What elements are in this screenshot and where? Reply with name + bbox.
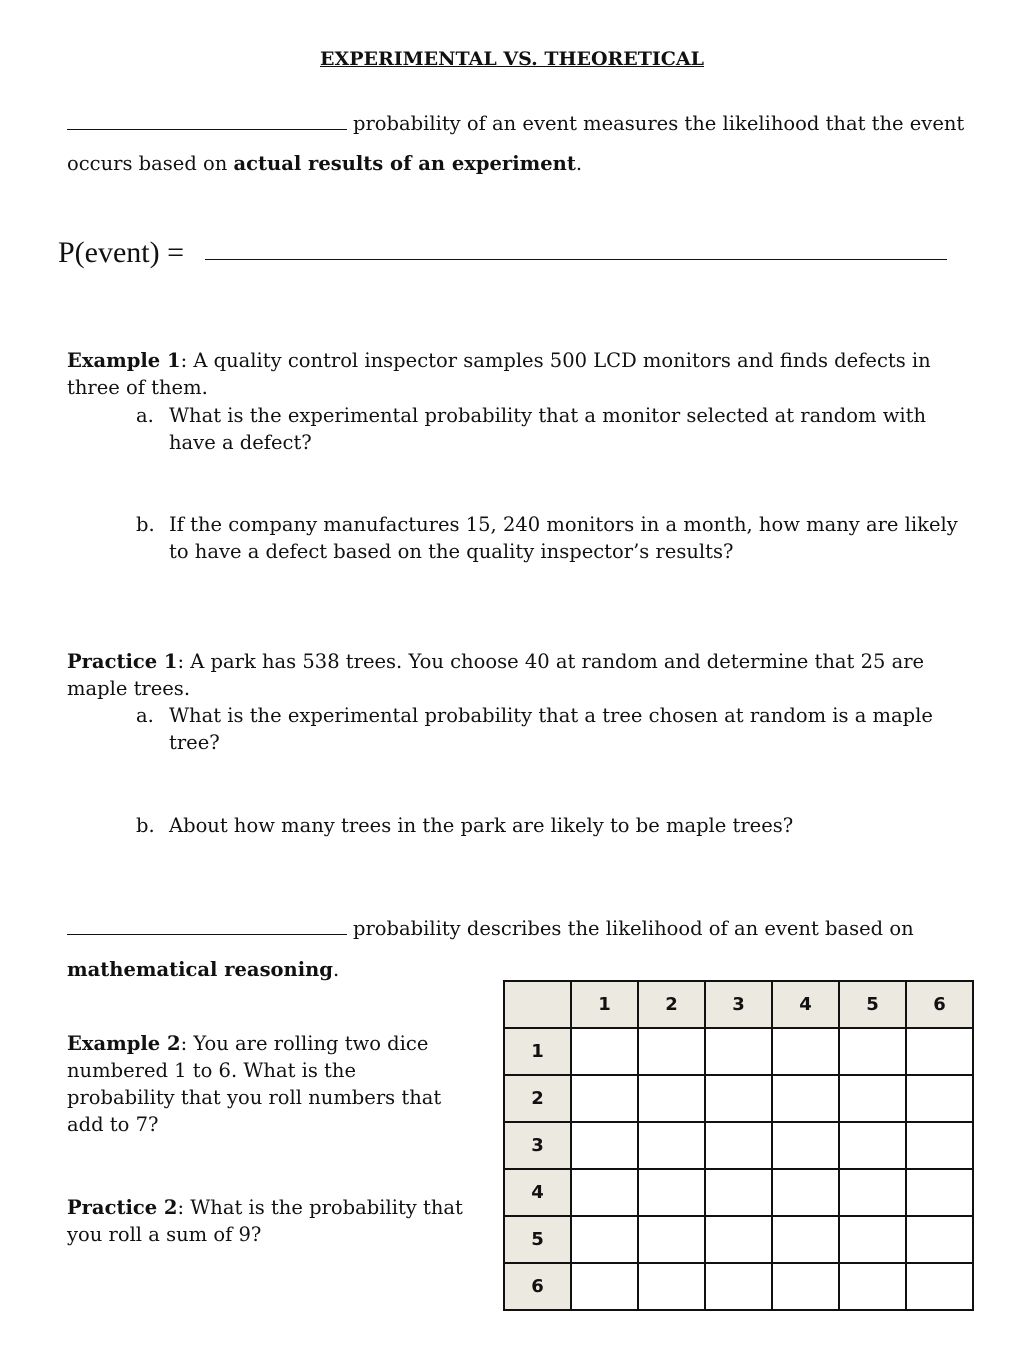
grid-cell[interactable]: [839, 1122, 906, 1169]
grid-col-header: 2: [638, 981, 705, 1028]
example-2-prompt: Example 2: You are rolling two dice numbered 1 to 6. What is the probability that you roll numbers that add to 7?: [67, 1032, 442, 1136]
fraction-line: [205, 259, 947, 260]
page-title: EXPERIMENTAL VS. THEORETICAL: [319, 48, 705, 70]
grid-row-header: 2: [504, 1075, 571, 1122]
grid-cell[interactable]: [638, 1122, 705, 1169]
grid-cell[interactable]: [705, 1216, 772, 1263]
grid-cell[interactable]: [638, 1169, 705, 1216]
grid-cell[interactable]: [839, 1169, 906, 1216]
grid-cell[interactable]: [705, 1263, 772, 1310]
grid-row: [504, 1028, 973, 1075]
fill-in-blank[interactable]: [67, 918, 347, 935]
grid-corner-cell: [504, 981, 571, 1028]
grid-cell[interactable]: [839, 1075, 906, 1122]
grid-col-header: 3: [705, 981, 772, 1028]
grid-cell[interactable]: [906, 1169, 973, 1216]
grid-cell[interactable]: [638, 1263, 705, 1310]
grid-cell[interactable]: [571, 1169, 638, 1216]
grid-cell[interactable]: [906, 1263, 973, 1310]
grid-row: [504, 1216, 973, 1263]
grid-cell[interactable]: [705, 1169, 772, 1216]
grid-cell[interactable]: [571, 1263, 638, 1310]
grid-cell[interactable]: [705, 1122, 772, 1169]
grid-col-header: 5: [839, 981, 906, 1028]
grid-row: [504, 1122, 973, 1169]
grid-row: [504, 1169, 973, 1216]
example-2-label: Example 2: [67, 1032, 181, 1055]
grid-row: [504, 1263, 973, 1310]
grid-cell[interactable]: [772, 1169, 839, 1216]
grid-header-row: [504, 981, 973, 1028]
grid-cell[interactable]: [638, 1075, 705, 1122]
practice-1-prompt: Practice 1: A park has 538 trees. You choose 40 at random and determine that 25 are maple trees.: [67, 650, 925, 700]
experimental-definition-line1: probability of an event measures the likelihood that the event: [67, 112, 964, 135]
grid-cell[interactable]: [839, 1216, 906, 1263]
grid-cell[interactable]: [571, 1122, 638, 1169]
grid-cell[interactable]: [772, 1216, 839, 1263]
grid-row-header: 4: [504, 1169, 571, 1216]
practice-2-prompt: Practice 2: What is the probability that you roll a sum of 9?: [67, 1196, 463, 1246]
grid-cell[interactable]: [638, 1216, 705, 1263]
grid-row-header: 1: [504, 1028, 571, 1075]
grid-row-header: 5: [504, 1216, 571, 1263]
grid-cell[interactable]: [571, 1216, 638, 1263]
grid-col-header: 6: [906, 981, 973, 1028]
probability-formula: P(event) =: [58, 236, 185, 269]
grid-cell[interactable]: [772, 1075, 839, 1122]
grid-cell[interactable]: [705, 1028, 772, 1075]
theoretical-definition-line2: mathematical reasoning.: [67, 958, 340, 981]
grid-cell[interactable]: [839, 1028, 906, 1075]
grid-row-header: 3: [504, 1122, 571, 1169]
grid-col-header: 1: [571, 981, 638, 1028]
grid-cell[interactable]: [571, 1075, 638, 1122]
grid-cell[interactable]: [906, 1028, 973, 1075]
example-1-label: Example 1: [67, 349, 181, 372]
practice-2-label: Practice 2: [67, 1196, 178, 1219]
grid-cell[interactable]: [571, 1028, 638, 1075]
grid-cell[interactable]: [772, 1028, 839, 1075]
bold-term: mathematical reasoning: [67, 958, 333, 981]
experimental-definition-line2: occurs based on actual results of an experiment.: [67, 152, 583, 175]
grid-row: [504, 1075, 973, 1122]
bold-term: actual results of an experiment: [233, 152, 576, 175]
grid-cell[interactable]: [906, 1122, 973, 1169]
dice-sum-grid: [503, 980, 974, 1311]
theoretical-definition-line1: probability describes the likelihood of an event based on: [67, 917, 914, 940]
grid-cell[interactable]: [638, 1028, 705, 1075]
grid-cell[interactable]: [772, 1263, 839, 1310]
grid-cell[interactable]: [906, 1216, 973, 1263]
grid-row-header: 6: [504, 1263, 571, 1310]
grid-cell[interactable]: [772, 1122, 839, 1169]
practice-1-label: Practice 1: [67, 650, 178, 673]
grid-cell[interactable]: [705, 1075, 772, 1122]
grid-col-header: 4: [772, 981, 839, 1028]
grid-cell[interactable]: [839, 1263, 906, 1310]
grid-cell[interactable]: [906, 1075, 973, 1122]
example-1-prompt: Example 1: A quality control inspector samples 500 LCD monitors and finds defects in three of them.: [67, 349, 931, 399]
fill-in-blank[interactable]: [67, 113, 347, 130]
